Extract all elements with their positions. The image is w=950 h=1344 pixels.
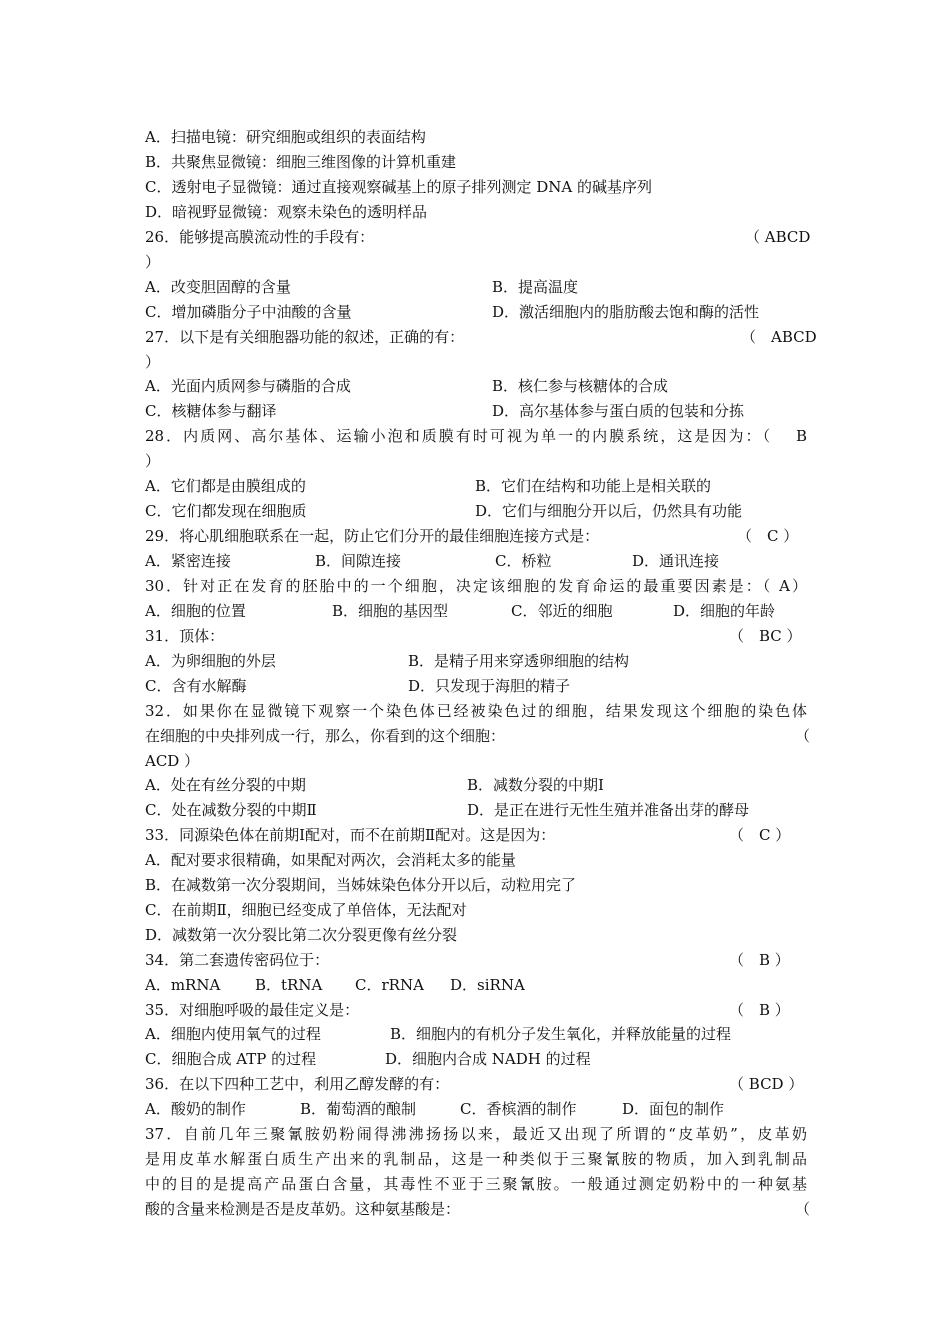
option-a: A．配对要求很精确，如果配对两次，会消耗太多的能量 [145,851,516,869]
option-c: C．香槟酒的制作 [460,1100,577,1118]
option-line: A．扫描电镜：研究细胞或组织的表面结构 [145,128,426,146]
question-37-line2: 是用皮革水解蛋白质生产出来的乳制品，这是一种类似于三聚氰胺的物质，加入到乳制品 [145,1150,807,1168]
option-c: C．细胞合成 ATP 的过程 [145,1050,317,1068]
option-c: C．处在减数分裂的中期Ⅱ [145,801,317,819]
option-b: B．细胞的基因型 [332,602,449,620]
option-a: A．细胞内使用氧气的过程 [145,1025,321,1043]
answer-key: ACD ） [145,752,200,770]
answer-key: （ C ） [729,826,791,844]
question-34 [145,948,807,973]
answer-key: （ BCD ） [729,1075,804,1093]
question-29 [145,524,807,549]
option-d: D．减数第一次分裂比第二次分裂更像有丝分裂 [145,926,458,944]
option-row [145,649,807,674]
question-stem: 33．同源染色体在前期Ⅰ配对，而不在前期Ⅱ配对。这是因为： [145,826,556,844]
option-b: B．在减数第一次分裂期间，当姊妹染色体分开以后，动粒用完了 [145,876,577,894]
option-c: C．邻近的细胞 [511,602,613,620]
option-a: A．处在有丝分裂的中期 [145,776,306,794]
option-row [145,374,807,399]
option-d: D．激活细胞内的脂肪酸去饱和酶的活性 [492,303,760,321]
question-30: 30．针对正在发育的胚胎中的一个细胞，决定该细胞的发育命运的最重要因素是：（ A） [145,577,807,595]
option-d: D．是正在进行无性生殖并准备出芽的酵母 [467,801,750,819]
option-row [145,674,807,699]
option-a: A．紧密连接 [145,552,231,570]
option-a: A．改变胆固醇的含量 [145,278,291,296]
option-row [145,973,807,998]
question-32-line1: 32．如果你在显微镜下观察一个染色体已经被染色过的细胞，结果发现这个细胞的染色体 [145,702,807,720]
option-a: A．它们都是由膜组成的 [145,477,306,495]
option-d: D．高尔基体参与蛋白质的包装和分拣 [492,402,745,420]
question-stem: 酸的含量来检测是否是皮革奶。这种氨基酸是： [145,1200,461,1218]
option-line: C．透射电子显微镜：通过直接观察碱基上的原子排列测定 DNA 的碱基序列 [145,178,653,196]
option-b: B．间隙连接 [315,552,402,570]
question-stem: 27．以下是有关细胞器功能的叙述，正确的有： [145,328,465,346]
option-d: D．通讯连接 [632,552,720,570]
option-d: D．面包的制作 [622,1100,725,1118]
question-36 [145,1072,807,1097]
answer-open: （ [795,1200,811,1218]
answer-close: ） [145,253,161,271]
option-row [145,1047,807,1072]
option-c: C．它们都发现在细胞质 [145,502,307,520]
option-row [145,798,807,823]
option-row [145,474,807,499]
option-a: A．为卵细胞的外层 [145,652,276,670]
option-row [145,1022,807,1047]
option-c: C．含有水解酶 [145,677,247,695]
question-stem: 35．对细胞呼吸的最佳定义是： [145,1001,360,1019]
option-a: A．酸奶的制作 [145,1100,246,1118]
answer-open: （ [795,727,811,745]
option-b: B．是精子用来穿透卵细胞的结构 [408,652,630,670]
question-35 [145,998,807,1023]
option-a: A．光面内质网参与磷脂的合成 [145,377,351,395]
option-c: C．核糖体参与翻译 [145,402,277,420]
option-d: D．细胞内合成 NADH 的过程 [385,1050,591,1068]
question-stem: 36．在以下四种工艺中，利用乙醇发酵的有： [145,1075,450,1093]
option-c: C．在前期Ⅱ，细胞已经变成了单倍体，无法配对 [145,901,467,919]
option-d: D．细胞的年龄 [673,602,776,620]
question-26 [145,225,811,250]
option-d: D．只发现于海胆的精子 [408,677,571,695]
answer-key: （ B ） [729,1001,790,1019]
answer-close: ） [145,452,161,470]
option-row [145,300,807,325]
answer-key: （ ABCD [741,328,817,346]
option-a: A．细胞的位置 [145,602,246,620]
question-28: 28．内质网、高尔基体、运输小泡和质膜有时可视为单一的内膜系统，这是因为：（ B [145,427,807,445]
question-stem: 34．第二套遗传密码位于： [145,951,330,969]
answer-key: （ BC ） [729,627,802,645]
question-37-line3: 中的目的是提高产品蛋白含量，其毒性不亚于三聚氰胺。一般通过测定奶粉中的一种氨基 [145,1175,807,1193]
answer-key: （ C ） [737,527,799,545]
option-row [145,549,807,574]
question-37-line1: 37．自前几年三聚氰胺奶粉闹得沸沸扬扬以来，最近又出现了所谓的“皮革奶”，皮革奶 [145,1125,807,1143]
answer-key: （ ABCD [745,228,811,246]
option-b: B．细胞内的有机分子发生氧化，并释放能量的过程 [390,1025,732,1043]
question-stem: 29．将心肌细胞联系在一起，防止它们分开的最佳细胞连接方式是： [145,527,600,545]
option-d: D．它们与细胞分开以后，仍然具有功能 [475,502,743,520]
option-b: B．提高温度 [492,278,579,296]
option-b: B．tRNA [255,976,323,994]
answer-close: ） [145,353,161,371]
option-b: B．它们在结构和功能上是相关联的 [475,477,712,495]
option-b: B．减数分裂的中期Ⅰ [467,776,604,794]
question-32-line2 [145,724,811,749]
question-stem: 26．能够提高膜流动性的手段有： [145,228,375,246]
option-b: B．葡萄酒的酿制 [300,1100,417,1118]
option-c: C．增加磷脂分子中油酸的含量 [145,303,352,321]
option-c: C．桥粒 [495,552,552,570]
question-33 [145,823,807,848]
question-37-line4 [145,1197,811,1222]
option-row [145,275,807,300]
option-b: B．核仁参与核糖体的合成 [492,377,669,395]
option-row [145,773,807,798]
option-line: B．共聚焦显微镜：细胞三维图像的计算机重建 [145,153,457,171]
option-row [145,1097,807,1122]
option-d: D．siRNA [450,976,525,994]
option-row [145,599,807,624]
question-31 [145,624,807,649]
option-c: C．rRNA [355,976,424,994]
option-a: A．mRNA [145,976,221,994]
option-row [145,399,807,424]
option-row [145,499,807,524]
answer-key: （ B ） [729,951,790,969]
question-stem: 在细胞的中央排列成一行，那么，你看到的这个细胞： [145,727,506,745]
question-stem: 31．顶体： [145,627,225,645]
option-line: D．暗视野显微镜：观察未染色的透明样品 [145,203,428,221]
question-27 [145,325,817,350]
